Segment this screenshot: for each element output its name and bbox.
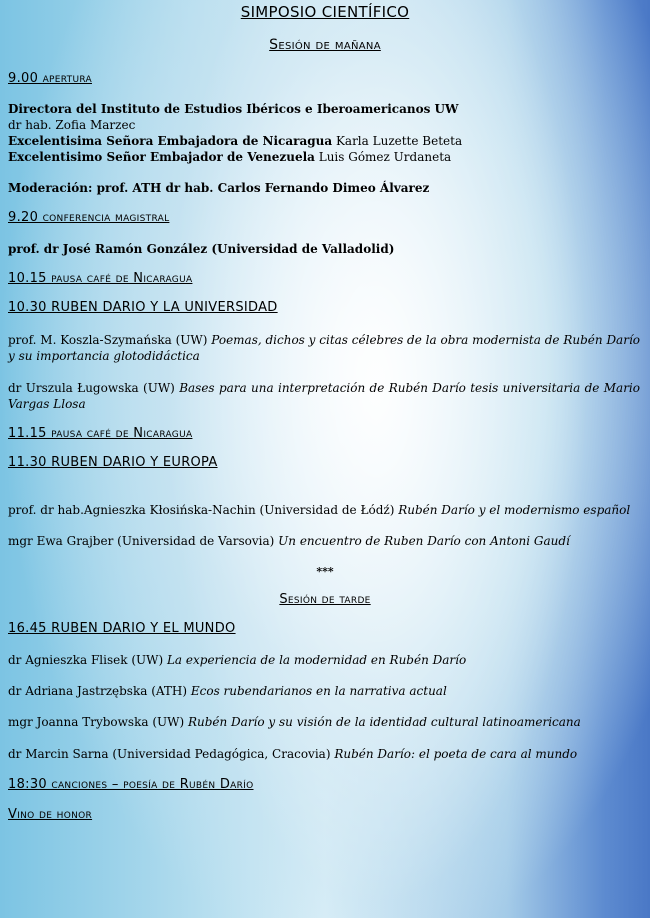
talk-item: mgr Ewa Grajber (Universidad de Varsovia) Un encuentro de Ruben Darío con Antoni Gaudí [8,534,570,548]
talk-item: prof. M. Koszla-Szymańska (UW) Poemas, dichos y citas célebres de la obra modernista de Rubén Darío y su importancia glotodidáctica [8,333,641,363]
coffee-break-1: 10.15 pausa café de Nicaragua [8,271,193,286]
section-separator: *** [316,565,334,578]
talk-item: dr Marcin Sarna (Universidad Pedagógica, Cracovia) Rubén Darío: el poeta de cara al mundo [8,747,578,761]
opening-line: Directora del Instituto de Estudios Ibéricos e Iberoamericanos UW [8,102,459,116]
opening-line: Excelentisima Señora Embajadora de Nicaragua Karla Luzette Beteta [8,134,463,148]
panel-universidad-label: 10.30 RUBEN DARIO Y LA UNIVERSIDAD [8,300,278,315]
opening-line: Excelentisimo Señor Embajador de Venezuela Luis Gómez Urdaneta [8,150,452,164]
opening-label: 9.00 apertura [8,71,92,86]
opening-block [8,101,640,165]
closing-label: Vino de honor [8,807,93,822]
morning-session-heading: Sesión de mañana [269,37,381,53]
page-title: SIMPOSIO CIENTÍFICO [240,3,410,21]
songs-label: 18:30 canciones – poesía de Rubén Darío [8,777,254,792]
keynote-speaker: prof. dr José Ramón González (Universidad de Valladolid) [8,242,395,256]
talk-item: dr Adriana Jastrzębska (ATH) Ecos rubendarianos en la narrativa actual [8,684,447,698]
talk-item: prof. dr hab.Agnieszka Kłosińska-Nachin (Universidad de Łódź) Rubén Darío y el modernismo español [8,503,631,517]
panel-mundo-label: 16.45 RUBEN DARIO Y EL MUNDO [8,621,236,636]
talk-item: dr Agnieszka Flisek (UW) La experiencia de la modernidad en Rubén Darío [8,653,467,667]
talk-item: mgr Joanna Trybowska (UW) Rubén Darío y su visión de la identidad cultural latinoamericana [8,715,581,729]
opening-line: dr hab. Zofia Marzec [8,118,136,132]
talk-item: dr Urszula Ługowska (UW) Bases para una interpretación de Rubén Darío tesis universitaria de Mario Vargas Llosa [8,381,640,411]
afternoon-session-heading: Sesión de tarde [279,592,371,607]
panel-europa-label: 11.30 RUBEN DARIO Y EUROPA [8,455,218,470]
moderation-line: Moderación: prof. ATH dr hab. Carlos Fernando Dimeo Álvarez [8,181,430,195]
keynote-label: 9.20 conferencia magistral [8,210,170,225]
coffee-break-2: 11.15 pausa café de Nicaragua [8,426,193,441]
